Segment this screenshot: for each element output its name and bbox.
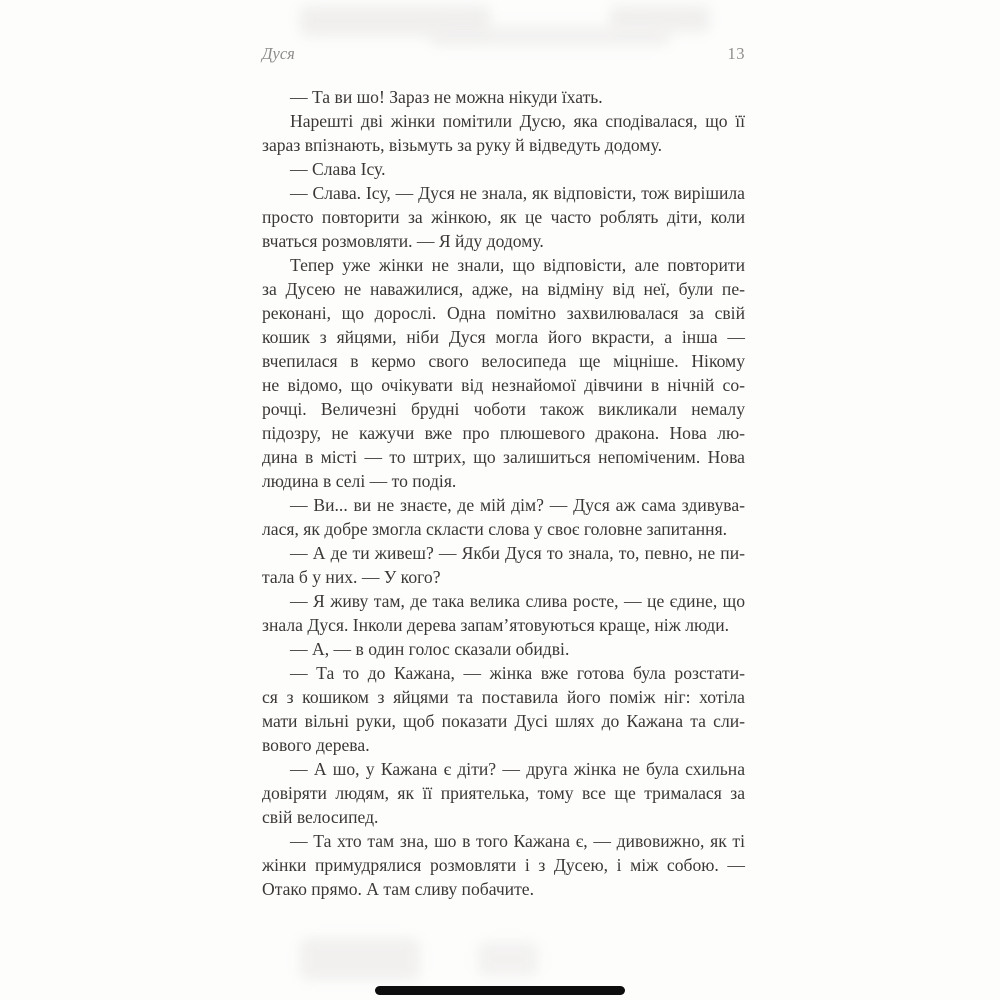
bleed-ghost <box>478 942 538 976</box>
text-line: кошик з яйцями, ніби Дуся могла його вкрасти, а інша — <box>262 327 745 347</box>
text-line: зараз впізнають, візьмуть за руку й відведуть додому. <box>262 135 662 155</box>
text-line: вчепилася в кермо свого велосипеда ще міцніше. Нікому <box>262 351 745 371</box>
paragraph <box>262 829 745 901</box>
text-line: — Ви... ви не знаєте, де мій дім? — Дуся аж сама здивува- <box>290 495 745 515</box>
text-line: не відомо, що очікувати від незнайомої дівчини в нічній со- <box>262 375 745 395</box>
text-line: вового дерева. <box>262 735 370 755</box>
paragraph <box>262 661 745 757</box>
paragraph <box>262 757 745 829</box>
text-line: мати вільні руки, щоб показати Дусі шлях до Кажана та сли- <box>262 711 745 731</box>
paragraph <box>262 85 745 109</box>
paragraph <box>262 157 745 181</box>
text-line: свій велосипед. <box>262 807 379 827</box>
text-line: Тепер уже жінки не знали, що відповісти, але повторити <box>290 255 745 275</box>
text-line: — Слава. Ісу, — Дуся не знала, як відповісти, тож вирішила <box>290 183 745 203</box>
text-line: просто повторити за жінкою, як це часто роблять діти, коли <box>262 207 745 227</box>
home-indicator[interactable] <box>375 986 625 995</box>
text-line: вчаться розмовляти. — Я йду додому. <box>262 231 544 251</box>
bleed-ghost <box>430 26 670 46</box>
paragraph <box>262 637 745 661</box>
text-line: тала б у них. — У кого? <box>262 567 441 587</box>
text-line: людина в селі — то подія. <box>262 471 457 491</box>
text-line: — Слава Ісу. <box>290 159 386 179</box>
running-title: Дуся <box>262 44 295 63</box>
paragraph <box>262 181 745 253</box>
bleed-ghost <box>300 938 420 980</box>
paragraph <box>262 253 745 493</box>
text-line: ся з кошиком з яйцями та поставила його поміж ніг: хотіла <box>262 687 745 707</box>
text-line: знала Дуся. Інколи дерева запам’ятовуються краще, ніж люди. <box>262 615 730 635</box>
text-line: — А шо, у Кажана є діти? — друга жінка не була схильна <box>290 759 745 779</box>
text-line: за Дусею не наважилися, адже, на відміну від неї, були пе- <box>262 279 745 299</box>
text-line: рочці. Величезні брудні чоботи також викликали немалу <box>262 399 745 419</box>
text-line: підозру, не кажучи вже про плюшевого дракона. Нова лю- <box>262 423 745 443</box>
paragraph <box>262 541 745 589</box>
text-line: дина в місті — то штрих, що залишиться непоміченим. Нова <box>262 447 745 467</box>
text-line: — А де ти живеш? — Якби Дуся то знала, то, певно, не пи- <box>290 543 745 563</box>
text-line: — А, — в один голос сказали обидві. <box>290 639 570 659</box>
text-line: жінки примудрялися розмовляти і з Дусею, і між собою. — <box>262 855 745 875</box>
text-line: — Та ви шо! Зараз не можна нікуди їхать. <box>290 87 603 107</box>
text-column <box>262 85 745 901</box>
text-line: — Я живу там, де така велика слива росте, — це єдине, що <box>290 591 745 611</box>
text-line: — Та хто там зна, шо в того Кажана є, — дивовижно, як ті <box>290 831 745 851</box>
text-line: довіряти людям, як її приятелька, тому все ще трималася за <box>262 783 745 803</box>
paragraph <box>262 109 745 157</box>
text-line: Нарешті дві жінки помітили Дусю, яка сподівалася, що її <box>290 111 745 131</box>
text-line: Отако прямо. А там сливу побачите. <box>262 879 534 899</box>
running-header <box>262 44 745 64</box>
page-number: 13 <box>727 44 745 63</box>
text-line: реконані, що дорослі. Одна помітно захвилювалася за свій <box>262 303 745 323</box>
text-line: лася, як добре змогла скласти слова у своє головне запитання. <box>262 519 728 539</box>
paragraph <box>262 493 745 541</box>
text-line: — Та то до Кажана, — жінка вже готова була розстати- <box>290 663 745 683</box>
paragraph <box>262 589 745 637</box>
